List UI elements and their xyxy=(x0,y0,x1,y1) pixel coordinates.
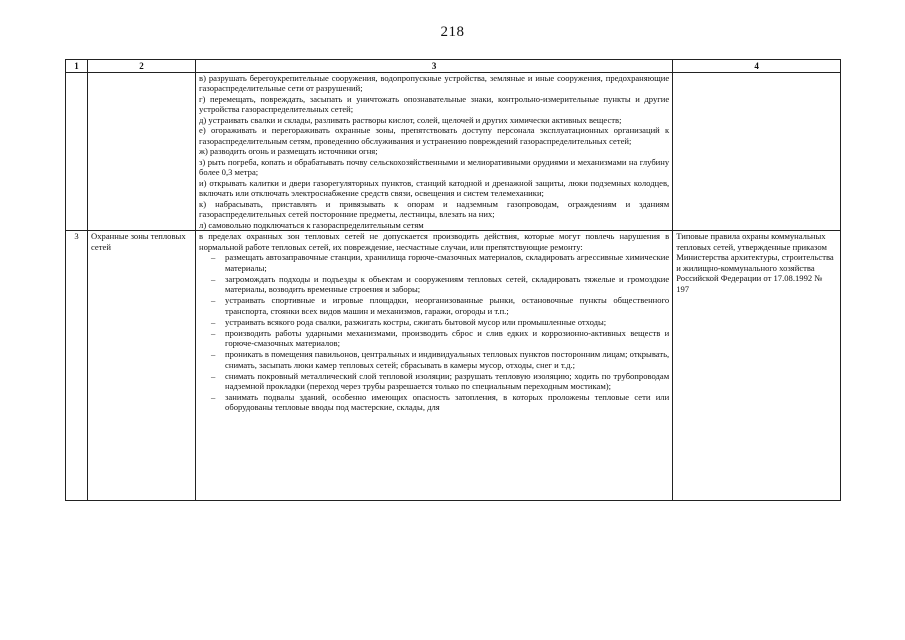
list-item-text: снимать покровный металлический слой тепловой изоляции; разрушать тепловую изоляцию; ходить по трубопроводам надземной прокладки (переход через трубы разрешается только по специальным переходным мостикам); xyxy=(225,370,670,392)
list-item-text: производить работы ударными механизмами, производить сброс и слив едких и коррозионно-активных веществ и горюче-смазочных материалов; xyxy=(225,327,670,349)
dash-mark: – xyxy=(211,392,216,402)
continued-row-number xyxy=(66,72,88,230)
list-item xyxy=(199,317,669,327)
table-row-3 xyxy=(66,231,841,501)
list-item-text: занимать подвалы зданий, особенно имеющих опасность затопления, в которых проложены тепловые сети или оборудованы тепловые вводы под мастерские, склады, для xyxy=(225,392,670,413)
dash-mark: – xyxy=(211,349,216,360)
dash-mark: – xyxy=(211,370,216,381)
list-item xyxy=(199,371,669,392)
restriction-e: е) огораживать и перегораживать охранные зоны, препятствовать доступу персонала эксплуатационных организаций к газораспределительным сетям, проведению обслуживания и устранению повреждений газораспределительных сетей; xyxy=(199,125,670,146)
row-number: 3 xyxy=(66,231,88,501)
restriction-d: д) устраивать свалки и склады, разливать растворы кислот, солей, щелочей и других химически активных веществ; xyxy=(199,114,622,125)
list-item-text: устраивать спортивные и игровые площадки, неорганизованные рынки, остановочные пункты общественного транспорта, стоянки всех видов машин и механизмов, гаражи, огороды и т.п.; xyxy=(225,295,670,316)
page-number: 218 xyxy=(440,24,465,40)
list-item-text: проникать в помещения павильонов, центральных и индивидуальных тепловых пунктов посторонним лицам; открывать, снимать, засыпать люки камер тепловых сетей; сбрасывать в камеры мусор, отходы, снег и т.д.; xyxy=(225,349,670,370)
header-col-3: 3 xyxy=(196,60,673,73)
dash-mark: – xyxy=(211,327,216,338)
list-item xyxy=(199,274,669,295)
list-item xyxy=(199,392,669,413)
list-item xyxy=(199,252,669,273)
legal-source: Типовые правила охраны коммунальных тепловых сетей, утвержденные приказом Министерства архитектуры, строительства и жилищно-коммунального хозяйства Российской Федерации от 17.08.1992 № 197 xyxy=(673,231,841,501)
restriction-zh: ж) разводить огонь и размещать источники огня; xyxy=(199,146,378,157)
list-item xyxy=(199,349,669,370)
list-item xyxy=(199,328,669,349)
restriction-g: г) перемещать, повреждать, засыпать и уничтожать опознавательные знаки, контрольно-измерительные пункты и другие устройства газораспределительных сетей; xyxy=(199,93,670,115)
restriction-k: к) набрасывать, приставлять и привязывать к опорам и надземным газопроводам, ограждениям и зданиям газораспределительных сетей посторонние предметы, лестницы, влезать на них; xyxy=(199,198,670,220)
continued-row-zone xyxy=(88,72,196,230)
dash-mark: – xyxy=(211,252,216,263)
restrictions-intro: в пределах охранных зон тепловых сетей не допускается производить действия, которые могут повлечь нарушения в нормальной работе тепловых сетей, их повреждение, несчастные случаи, или препятствующие ремонту: xyxy=(199,231,670,252)
zone-name: Охранные зоны тепловых сетей xyxy=(88,231,196,501)
continued-row-source xyxy=(673,72,841,230)
dash-mark: – xyxy=(211,295,216,306)
restriction-z: з) рыть погреба, копать и обрабатывать почву сельскохозяйственными и мелиоративными орудиями и механизмами на глубину более 0,3 метра; xyxy=(199,156,670,178)
list-item-text: устраивать всякого рода свалки, разжигать костры, сжигать бытовой мусор или промышленные отходы; xyxy=(225,316,607,327)
table-header-row xyxy=(66,60,841,73)
header-col-1: 1 xyxy=(66,60,88,73)
header-col-2: 2 xyxy=(88,60,196,73)
restriction-l: л) самовольно подключаться к газораспределительным сетям xyxy=(199,219,424,230)
regulations-table xyxy=(65,59,841,501)
dash-mark: – xyxy=(211,273,216,284)
restriction-i: и) открывать калитки и двери газорегуляторных пунктов, станций катодной и дренажной защиты, люки подземных колодцев, включать или отключать электроснабжение средств связи, освещения и систем телемеханики; xyxy=(199,177,670,199)
restriction-list xyxy=(199,252,669,413)
list-item-text: загромождать подходы и подъезды к объектам и сооружениям тепловых сетей, складировать тяжелые и громоздкие материалы, возводить временные строения и заборы; xyxy=(225,273,670,295)
continued-row-restrictions xyxy=(196,72,673,230)
restriction-v: в) разрушать берегоукрепительные сооружения, водопропускные устройства, земляные и иные сооружения, предохраняющие газораспределительные сети от разрушений; xyxy=(199,72,670,94)
zone-restrictions xyxy=(196,231,673,501)
dash-mark: – xyxy=(211,316,216,327)
header-col-4: 4 xyxy=(673,60,841,73)
list-item xyxy=(199,295,669,316)
list-item-text: размещать автозаправочные станции, хранилища горюче-смазочных материалов, складировать агрессивные химические материалы; xyxy=(225,252,670,273)
table-row-continued xyxy=(66,72,841,230)
